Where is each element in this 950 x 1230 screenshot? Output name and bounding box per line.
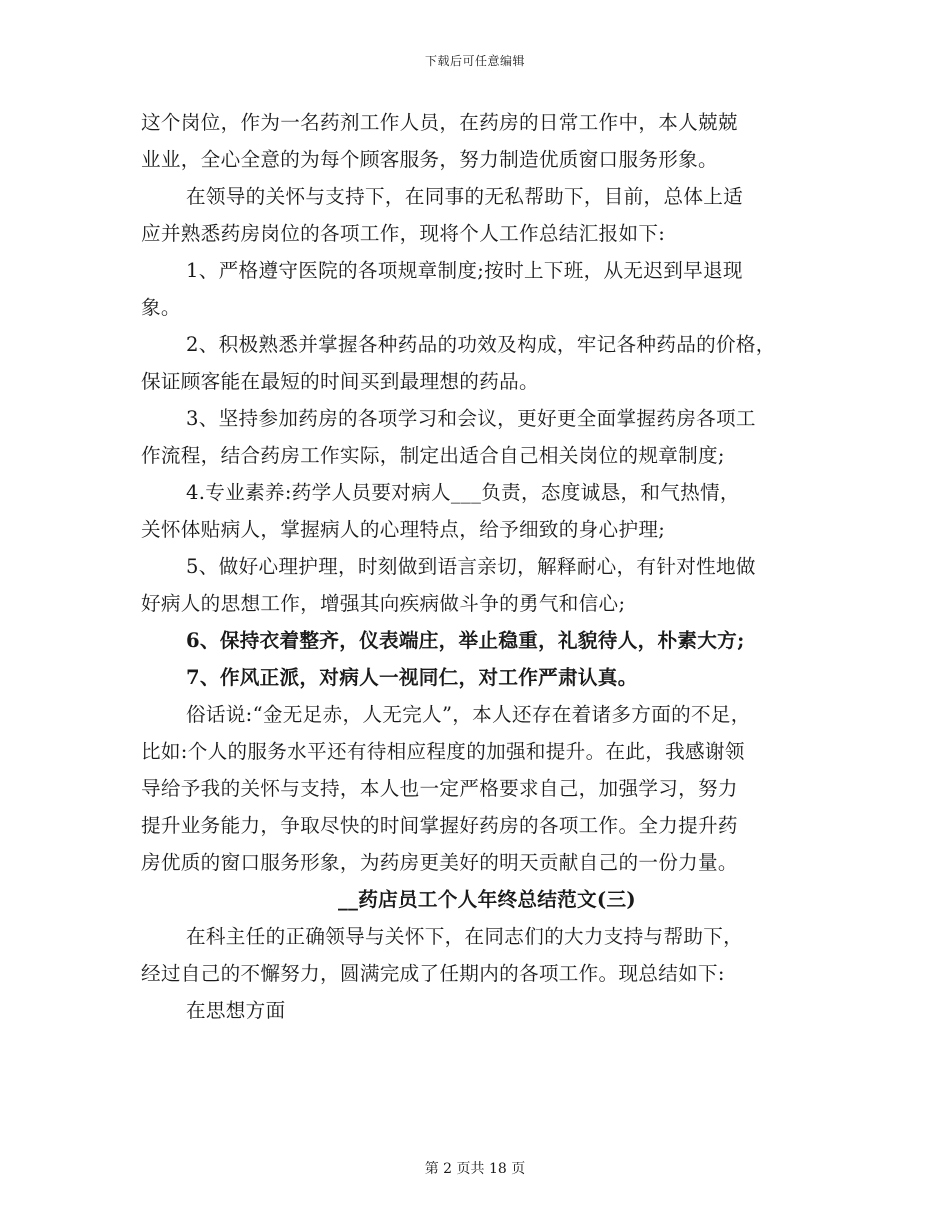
text-line: 业业，全心全意的为每个顾客服务，努力制造优质窗口服务形象。 (141, 148, 718, 171)
list-item-3: 3、坚持参加药房的各项学习和会议，更好更全面掌握药房各项工 (186, 407, 756, 430)
text-line: 这个岗位，作为一名药剂工作人员，在药房的日常工作中，本人兢兢 (141, 111, 738, 134)
document-body (141, 104, 811, 1029)
list-item-5: 5、做好心理护理，时刻做到语言亲切，解释耐心，有针对性地做 (186, 555, 756, 578)
text-line: 关怀体贴病人，掌握病人的心理特点，给予细致的身心护理; (141, 518, 666, 541)
list-item-4: 4.专业素养:药学人员要对病人___负责，态度诚恳，和气热情， (186, 481, 740, 504)
text-line: 在科主任的正确领导与关怀下，在同志们的大力支持与帮助下， (186, 925, 744, 948)
text-line: 应并熟悉药房岗位的各项工作，现将个人工作总结汇报如下: (141, 222, 666, 245)
list-item-7: 7、作风正派，对病人一视同仁，对工作严肃认真。 (186, 666, 638, 689)
list-item-2: 2、积极熟悉并掌握各种药品的功效及构成，牢记各种药品的价格， (186, 333, 776, 356)
text-line: 提升业务能力，争取尽快的时间掌握好药房的各项工作。全力提升药 (141, 814, 738, 837)
text-line: 象。 (141, 296, 181, 319)
text-line: 俗话说:“金无足赤，人无完人”，本人还存在着诸多方面的不足， (186, 703, 751, 726)
text-line: 比如:个人的服务水平还有待相应程度的加强和提升。在此，我感谢领 (141, 740, 745, 763)
text-line: 保证顾客能在最短的时间买到最理想的药品。 (141, 370, 539, 393)
text-line: 好病人的思想工作，增强其向疾病做斗争的勇气和信心; (141, 592, 626, 615)
list-item-6: 6、保持衣着整齐，仪表端庄，举止稳重，礼貌待人，朴素大方; (186, 629, 745, 652)
page-footer: 第 2 页共 18 页 (424, 1161, 526, 1177)
section-title: __药店员工个人年终总结范文(三) (338, 888, 636, 911)
text-line: 导给予我的关怀与支持，本人也一定严格要求自己，加强学习，努力 (141, 777, 738, 800)
text-line: 作流程，结合药房工作实际，制定出适合自己相关岗位的规章制度; (141, 444, 725, 467)
page-header: 下载后可任意编辑 (424, 54, 525, 68)
text-line: 在思想方面 (186, 999, 286, 1022)
text-line: 在领导的关怀与支持下，在同事的无私帮助下，目前，总体上适 (186, 185, 744, 208)
text-line: 经过自己的不懈努力，圆满完成了任期内的各项工作。现总结如下: (141, 962, 725, 985)
list-item-1: 1、严格遵守医院的各项规章制度;按时上下班，从无迟到早退现 (186, 259, 743, 282)
text-line: 房优质的窗口服务形象，为药房更美好的明天贡献自己的一份力量。 (141, 851, 738, 874)
